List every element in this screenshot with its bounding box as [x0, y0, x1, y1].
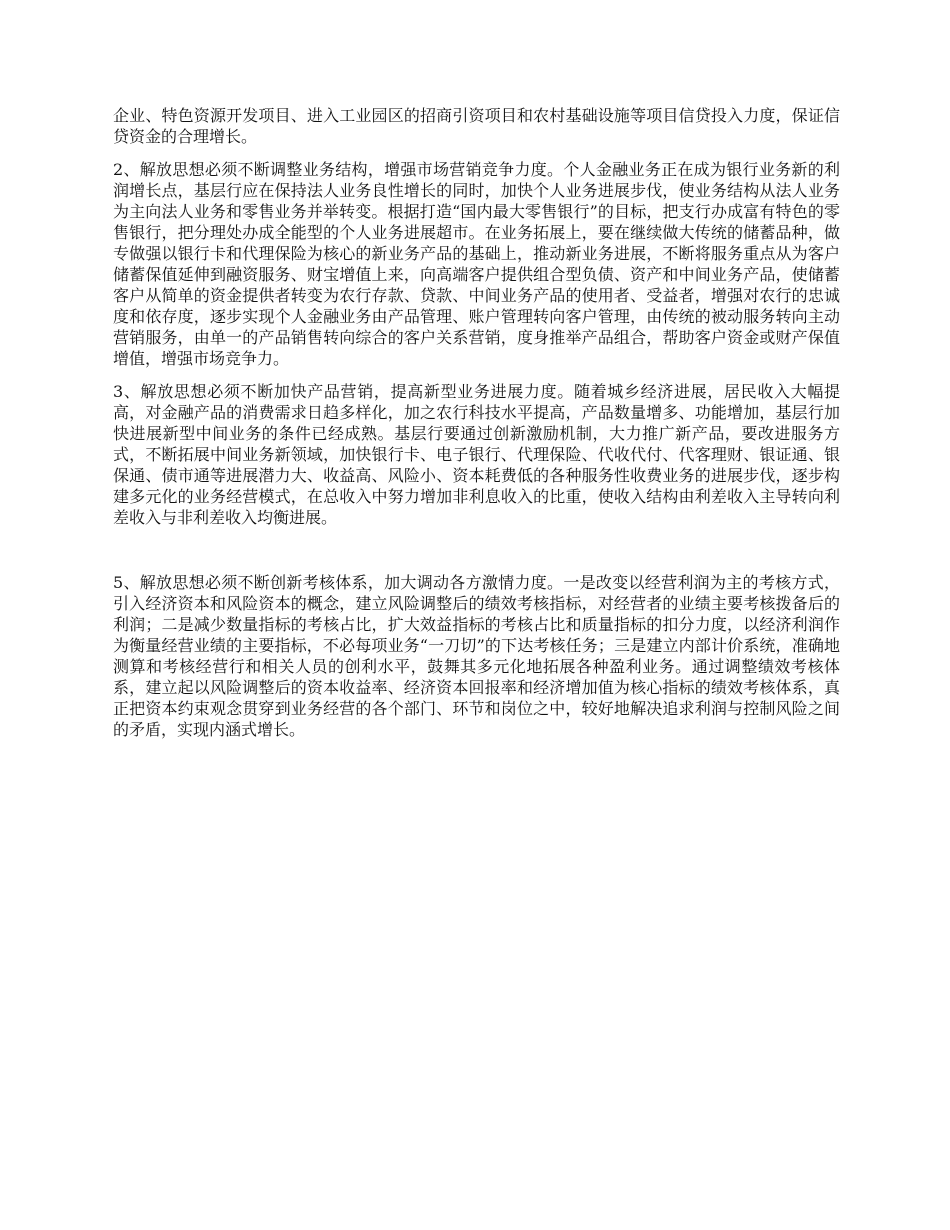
paragraph-assessment-system: 5、解放思想必须不断创新考核体系，加大调动各方激情力度。一是改变以经营利润为主的考核方式，引入经济资本和风险资本的概念，建立风险调整后的绩效考核指标，对经营者的业绩主要考核拨备后的利润；二是减少数量指标的考核占比，扩大效益指标的考核占比和质量指标的扣分力度，以经济利润作为衡量经营业绩的主要指标，不必每项业务“一刀切”的下达考核任务；三是建立内部计价系统，准确地测算和考核经营行和相关人员的创利水平，鼓舞其多元化地拓展各种盈利业务。通过调整绩效考核体系，建立起以风险调整后的资本收益率、经济资本回报率和经济增加值为核心指标的绩效考核体系，真正把资本约束观念贯穿到业务经营的各个部门、环节和岗位之中，较好地解决追求利润与控制风险之间的矛盾，实现内涵式增长。	[113, 573, 840, 739]
paragraph-business-structure: 2、解放思想必须不断调整业务结构，增强市场营销竞争力度。个人金融业务正在成为银行业务新的利润增长点，基层行应在保持法人业务良性增长的同时，加快个人业务进展步伐，使业务结构从法人业务为主向法人业务和零售业务并举转变。根据打造“国内最大零售银行”的目标，把支行办成富有特色的零售银行，把分理处办成全能型的个人业务进展超市。在业务拓展上，要在继续做大传统的储蓄品种，做专做强以银行卡和代理保险为核心的新业务产品的基础上，推动新业务进展，不断将服务重点从为客户储蓄保值延伸到融资服务、财宝增值上来，向高端客户提供组合型负债、资产和中间业务产品，使储蓄客户从简单的资金提供者转变为农行存款、贷款、中间业务产品的使用者、受益者，增强对农行的忠诚度和依存度，逐步实现个人金融业务由产品管理、账户管理转向客户管理，由传统的被动服务转向主动营销服务，由单一的产品销售转向综合的客户关系营销，度身推举产品组合，帮助客户资金或财产保值增值，增强市场竞争力。	[113, 160, 840, 368]
paragraph-credit-growth: 企业、特色资源开发项目、进入工业园区的招商引资项目和农村基础设施等项目信贷投入力度，保证信贷资金的合理增长。	[113, 106, 840, 146]
paragraph-product-marketing: 3、解放思想必须不断加快产品营销，提高新型业务进展力度。随着城乡经济进展，居民收入大幅提高，对金融产品的消费需求日趋多样化，加之农行科技水平提高，产品数量增多、功能增加，基层行加快进展新型中间业务的条件已经成熟。基层行要通过创新激励机制，大力推广新产品，要改进服务方式，不断拓展中间业务新领域，加快银行卡、电子银行、代理保险、代收代付、代客理财、银证通、银保通、债市通等进展潜力大、收益高、风险小、资本耗费低的各种服务性收费业务的进展步伐，逐步构建多元化的业务经营模式，在总收入中努力增加非利息收入的比重，使收入结构由利差收入主导转向利差收入与非利差收入均衡进展。	[113, 382, 840, 527]
